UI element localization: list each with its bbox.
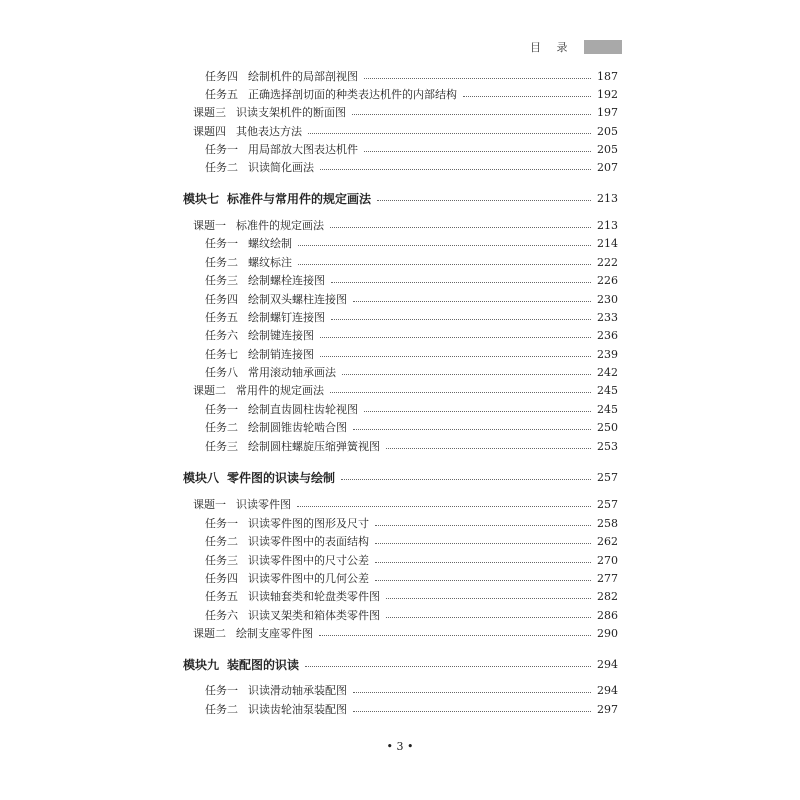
entry-title: 绘制圆柱螺旋压缩弹簧视图 <box>248 440 380 453</box>
entry-number: 任务四 <box>205 70 238 83</box>
header-title: 目 录 <box>530 41 574 54</box>
entry-title: 螺纹绘制 <box>248 237 292 250</box>
entry-page-number: 262 <box>597 534 618 548</box>
header-bar <box>584 40 622 54</box>
entry-title: 用局部放大图表达机件 <box>248 143 358 156</box>
dot-leader <box>386 617 591 618</box>
dot-leader <box>375 580 591 581</box>
entry-number: 任务五 <box>205 590 238 603</box>
entry-number: 任务五 <box>205 311 238 324</box>
entry-number: 任务五 <box>205 88 238 101</box>
entry-number: 模块七 <box>183 191 220 206</box>
dot-leader <box>375 525 591 526</box>
entry-label <box>0 552 369 568</box>
entry-label <box>0 235 292 251</box>
entry-label <box>0 190 371 207</box>
entry-number: 任务一 <box>205 237 238 250</box>
entry-page-number: 222 <box>597 255 618 269</box>
dot-leader <box>364 151 591 152</box>
dot-leader <box>386 448 591 449</box>
entry-page-number: 233 <box>597 310 618 324</box>
dot-leader <box>352 114 591 115</box>
toc-topic-entry <box>0 216 800 234</box>
dot-leader <box>320 169 591 170</box>
dot-leader <box>375 543 591 544</box>
dot-leader <box>330 392 591 393</box>
entry-label <box>0 141 358 157</box>
entry-title: 识读滑动轴承装配图 <box>248 684 347 697</box>
dot-leader <box>331 319 591 320</box>
entry-number: 模块八 <box>183 470 220 485</box>
entry-label <box>0 309 325 325</box>
entry-page-number: 187 <box>597 69 618 83</box>
toc-task-entry <box>0 569 800 587</box>
entry-label <box>0 364 336 380</box>
dot-leader <box>342 374 591 375</box>
toc-task-entry <box>0 326 800 344</box>
entry-label <box>0 217 324 233</box>
toc-topic-entry <box>0 495 800 513</box>
entry-title: 螺纹标注 <box>248 256 292 269</box>
toc-task-entry <box>0 345 800 363</box>
entry-title: 标准件与常用件的规定画法 <box>227 191 372 206</box>
entry-page-number: 258 <box>597 516 618 530</box>
dot-leader <box>320 356 591 357</box>
dot-leader <box>331 282 591 283</box>
entry-label <box>0 438 380 454</box>
entry-label <box>0 382 324 398</box>
dot-leader <box>375 562 591 563</box>
entry-page-number: 257 <box>597 470 618 484</box>
entry-number: 课题二 <box>193 627 226 640</box>
entry-page-number: 270 <box>597 553 618 567</box>
toc-task-entry <box>0 514 800 532</box>
entry-number: 任务四 <box>205 572 238 585</box>
entry-page-number: 205 <box>597 124 618 138</box>
entry-page-number: 245 <box>597 402 618 416</box>
toc-task-entry <box>0 158 800 176</box>
entry-label <box>0 607 380 623</box>
entry-number: 任务七 <box>205 348 238 361</box>
entry-title: 零件图的识读与绘制 <box>227 470 336 485</box>
entry-page-number: 290 <box>597 626 618 640</box>
entry-page-number: 297 <box>597 702 618 716</box>
entry-page-number: 294 <box>597 657 618 671</box>
dot-leader <box>297 506 591 507</box>
entry-title: 识读简化画法 <box>248 161 314 174</box>
entry-page-number: 213 <box>597 218 618 232</box>
entry-page-number: 250 <box>597 420 618 434</box>
entry-number: 模块九 <box>183 657 220 672</box>
entry-page-number: 294 <box>597 683 618 697</box>
entry-page-number: 214 <box>597 236 618 250</box>
entry-page-number: 253 <box>597 439 618 453</box>
entry-label <box>0 701 347 717</box>
entry-title: 绘制直齿圆柱齿轮视图 <box>248 403 358 416</box>
entry-label <box>0 625 313 641</box>
dot-leader <box>320 337 591 338</box>
entry-label <box>0 682 347 698</box>
entry-number: 任务三 <box>205 274 238 287</box>
entry-label <box>0 327 314 343</box>
entry-number: 任务六 <box>205 329 238 342</box>
entry-title: 识读零件图中的尺寸公差 <box>248 554 369 567</box>
entry-number: 任务四 <box>205 293 238 306</box>
entry-label <box>0 346 314 362</box>
toc-task-entry <box>0 308 800 326</box>
entry-page-number: 213 <box>597 191 618 205</box>
entry-page-number: 192 <box>597 87 618 101</box>
entry-number: 任务六 <box>205 609 238 622</box>
entry-label <box>0 291 347 307</box>
toc-task-entry <box>0 418 800 436</box>
entry-title: 绘制螺栓连接图 <box>248 274 325 287</box>
entry-label <box>0 656 299 673</box>
entry-number: 课题一 <box>193 219 226 232</box>
entry-label <box>0 104 346 120</box>
entry-title: 识读叉架类和箱体类零件图 <box>248 609 380 622</box>
entry-title: 绘制支座零件图 <box>236 627 313 640</box>
toc-task-entry <box>0 271 800 289</box>
entry-label <box>0 254 292 270</box>
entry-number: 任务二 <box>205 703 238 716</box>
entry-label <box>0 401 358 417</box>
toc-task-entry <box>0 253 800 271</box>
entry-number: 课题四 <box>193 125 226 138</box>
toc-task-entry <box>0 67 800 85</box>
dot-leader <box>364 78 591 79</box>
entry-title: 常用件的规定画法 <box>236 384 324 397</box>
dot-leader <box>353 692 591 693</box>
toc-task-entry <box>0 551 800 569</box>
dot-leader <box>298 264 591 265</box>
entry-title: 正确选择剖切面的种类表达机件的内部结构 <box>248 88 457 101</box>
entry-page-number: 257 <box>597 497 618 511</box>
toc-task-entry <box>0 85 800 103</box>
toc-topic-entry <box>0 122 800 140</box>
toc-topic-entry <box>0 624 800 642</box>
entry-label <box>0 123 302 139</box>
entry-title: 识读零件图的图形及尺寸 <box>248 517 369 530</box>
dot-leader <box>341 479 591 480</box>
entry-page-number: 282 <box>597 589 618 603</box>
toc-task-entry <box>0 437 800 455</box>
entry-number: 任务三 <box>205 554 238 567</box>
toc-task-entry <box>0 363 800 381</box>
entry-title: 绘制机件的局部剖视图 <box>248 70 358 83</box>
toc-task-entry <box>0 587 800 605</box>
toc-module-entry <box>0 655 800 673</box>
dot-leader <box>364 411 591 412</box>
toc-task-entry <box>0 290 800 308</box>
entry-number: 任务二 <box>205 161 238 174</box>
entry-page-number: 236 <box>597 328 618 342</box>
dot-leader <box>353 301 591 302</box>
entry-page-number: 277 <box>597 571 618 585</box>
entry-number: 课题三 <box>193 106 226 119</box>
dot-leader <box>353 429 591 430</box>
dot-leader <box>330 227 591 228</box>
entry-page-number: 205 <box>597 142 618 156</box>
dot-leader <box>386 598 591 599</box>
entry-label <box>0 533 369 549</box>
entry-label <box>0 570 369 586</box>
entry-number: 任务一 <box>205 403 238 416</box>
entry-number: 任务八 <box>205 366 238 379</box>
entry-page-number: 207 <box>597 160 618 174</box>
dot-leader <box>298 245 591 246</box>
entry-title: 绘制螺钉连接图 <box>248 311 325 324</box>
entry-label <box>0 588 380 604</box>
entry-title: 标准件的规定画法 <box>236 219 324 232</box>
entry-page-number: 239 <box>597 347 618 361</box>
entry-label <box>0 419 347 435</box>
entry-title: 识读齿轮油泵装配图 <box>248 703 347 716</box>
entry-label <box>0 515 369 531</box>
toc-task-entry <box>0 234 800 252</box>
entry-title: 装配图的识读 <box>227 657 300 672</box>
page-number: • 3 • <box>386 740 414 753</box>
dot-leader <box>377 200 591 201</box>
entry-title: 常用滚动轴承画法 <box>248 366 336 379</box>
entry-page-number: 226 <box>597 273 618 287</box>
entry-title: 绘制键连接图 <box>248 329 314 342</box>
toc-task-entry <box>0 532 800 550</box>
entry-title: 绘制销连接图 <box>248 348 314 361</box>
entry-number: 课题一 <box>193 498 226 511</box>
entry-title: 识读轴套类和轮盘类零件图 <box>248 590 380 603</box>
entry-label <box>0 159 314 175</box>
toc-task-entry <box>0 140 800 158</box>
entry-title: 绘制圆锥齿轮啮合图 <box>248 421 347 434</box>
entry-page-number: 197 <box>597 105 618 119</box>
dot-leader <box>353 711 591 712</box>
entry-number: 课题二 <box>193 384 226 397</box>
entry-number: 任务二 <box>205 256 238 269</box>
toc-task-entry <box>0 700 800 718</box>
toc-module-entry <box>0 189 800 207</box>
entry-number: 任务一 <box>205 517 238 530</box>
entry-label <box>0 68 358 84</box>
entry-title: 识读支架机件的断面图 <box>236 106 346 119</box>
entry-page-number: 245 <box>597 383 618 397</box>
entry-title: 绘制双头螺柱连接图 <box>248 293 347 306</box>
entry-label <box>0 496 291 512</box>
page-header <box>530 38 622 56</box>
entry-number: 任务一 <box>205 143 238 156</box>
toc-topic-entry <box>0 381 800 399</box>
entry-page-number: 230 <box>597 292 618 306</box>
toc-module-entry <box>0 468 800 486</box>
entry-label <box>0 272 325 288</box>
entry-page-number: 286 <box>597 608 618 622</box>
dot-leader <box>319 635 591 636</box>
dot-leader <box>308 133 591 134</box>
entry-label <box>0 469 335 486</box>
entry-title: 其他表达方法 <box>236 125 302 138</box>
dot-leader <box>463 96 591 97</box>
dot-leader <box>305 666 591 667</box>
toc-task-entry <box>0 681 800 699</box>
toc-topic-entry <box>0 103 800 121</box>
entry-number: 任务三 <box>205 440 238 453</box>
toc-task-entry <box>0 400 800 418</box>
entry-page-number: 242 <box>597 365 618 379</box>
entry-label <box>0 86 457 102</box>
entry-number: 任务二 <box>205 421 238 434</box>
entry-title: 识读零件图中的表面结构 <box>248 535 369 548</box>
entry-number: 任务一 <box>205 684 238 697</box>
toc-task-entry <box>0 606 800 624</box>
entry-title: 识读零件图 <box>236 498 291 511</box>
entry-number: 任务二 <box>205 535 238 548</box>
entry-title: 识读零件图中的几何公差 <box>248 572 369 585</box>
